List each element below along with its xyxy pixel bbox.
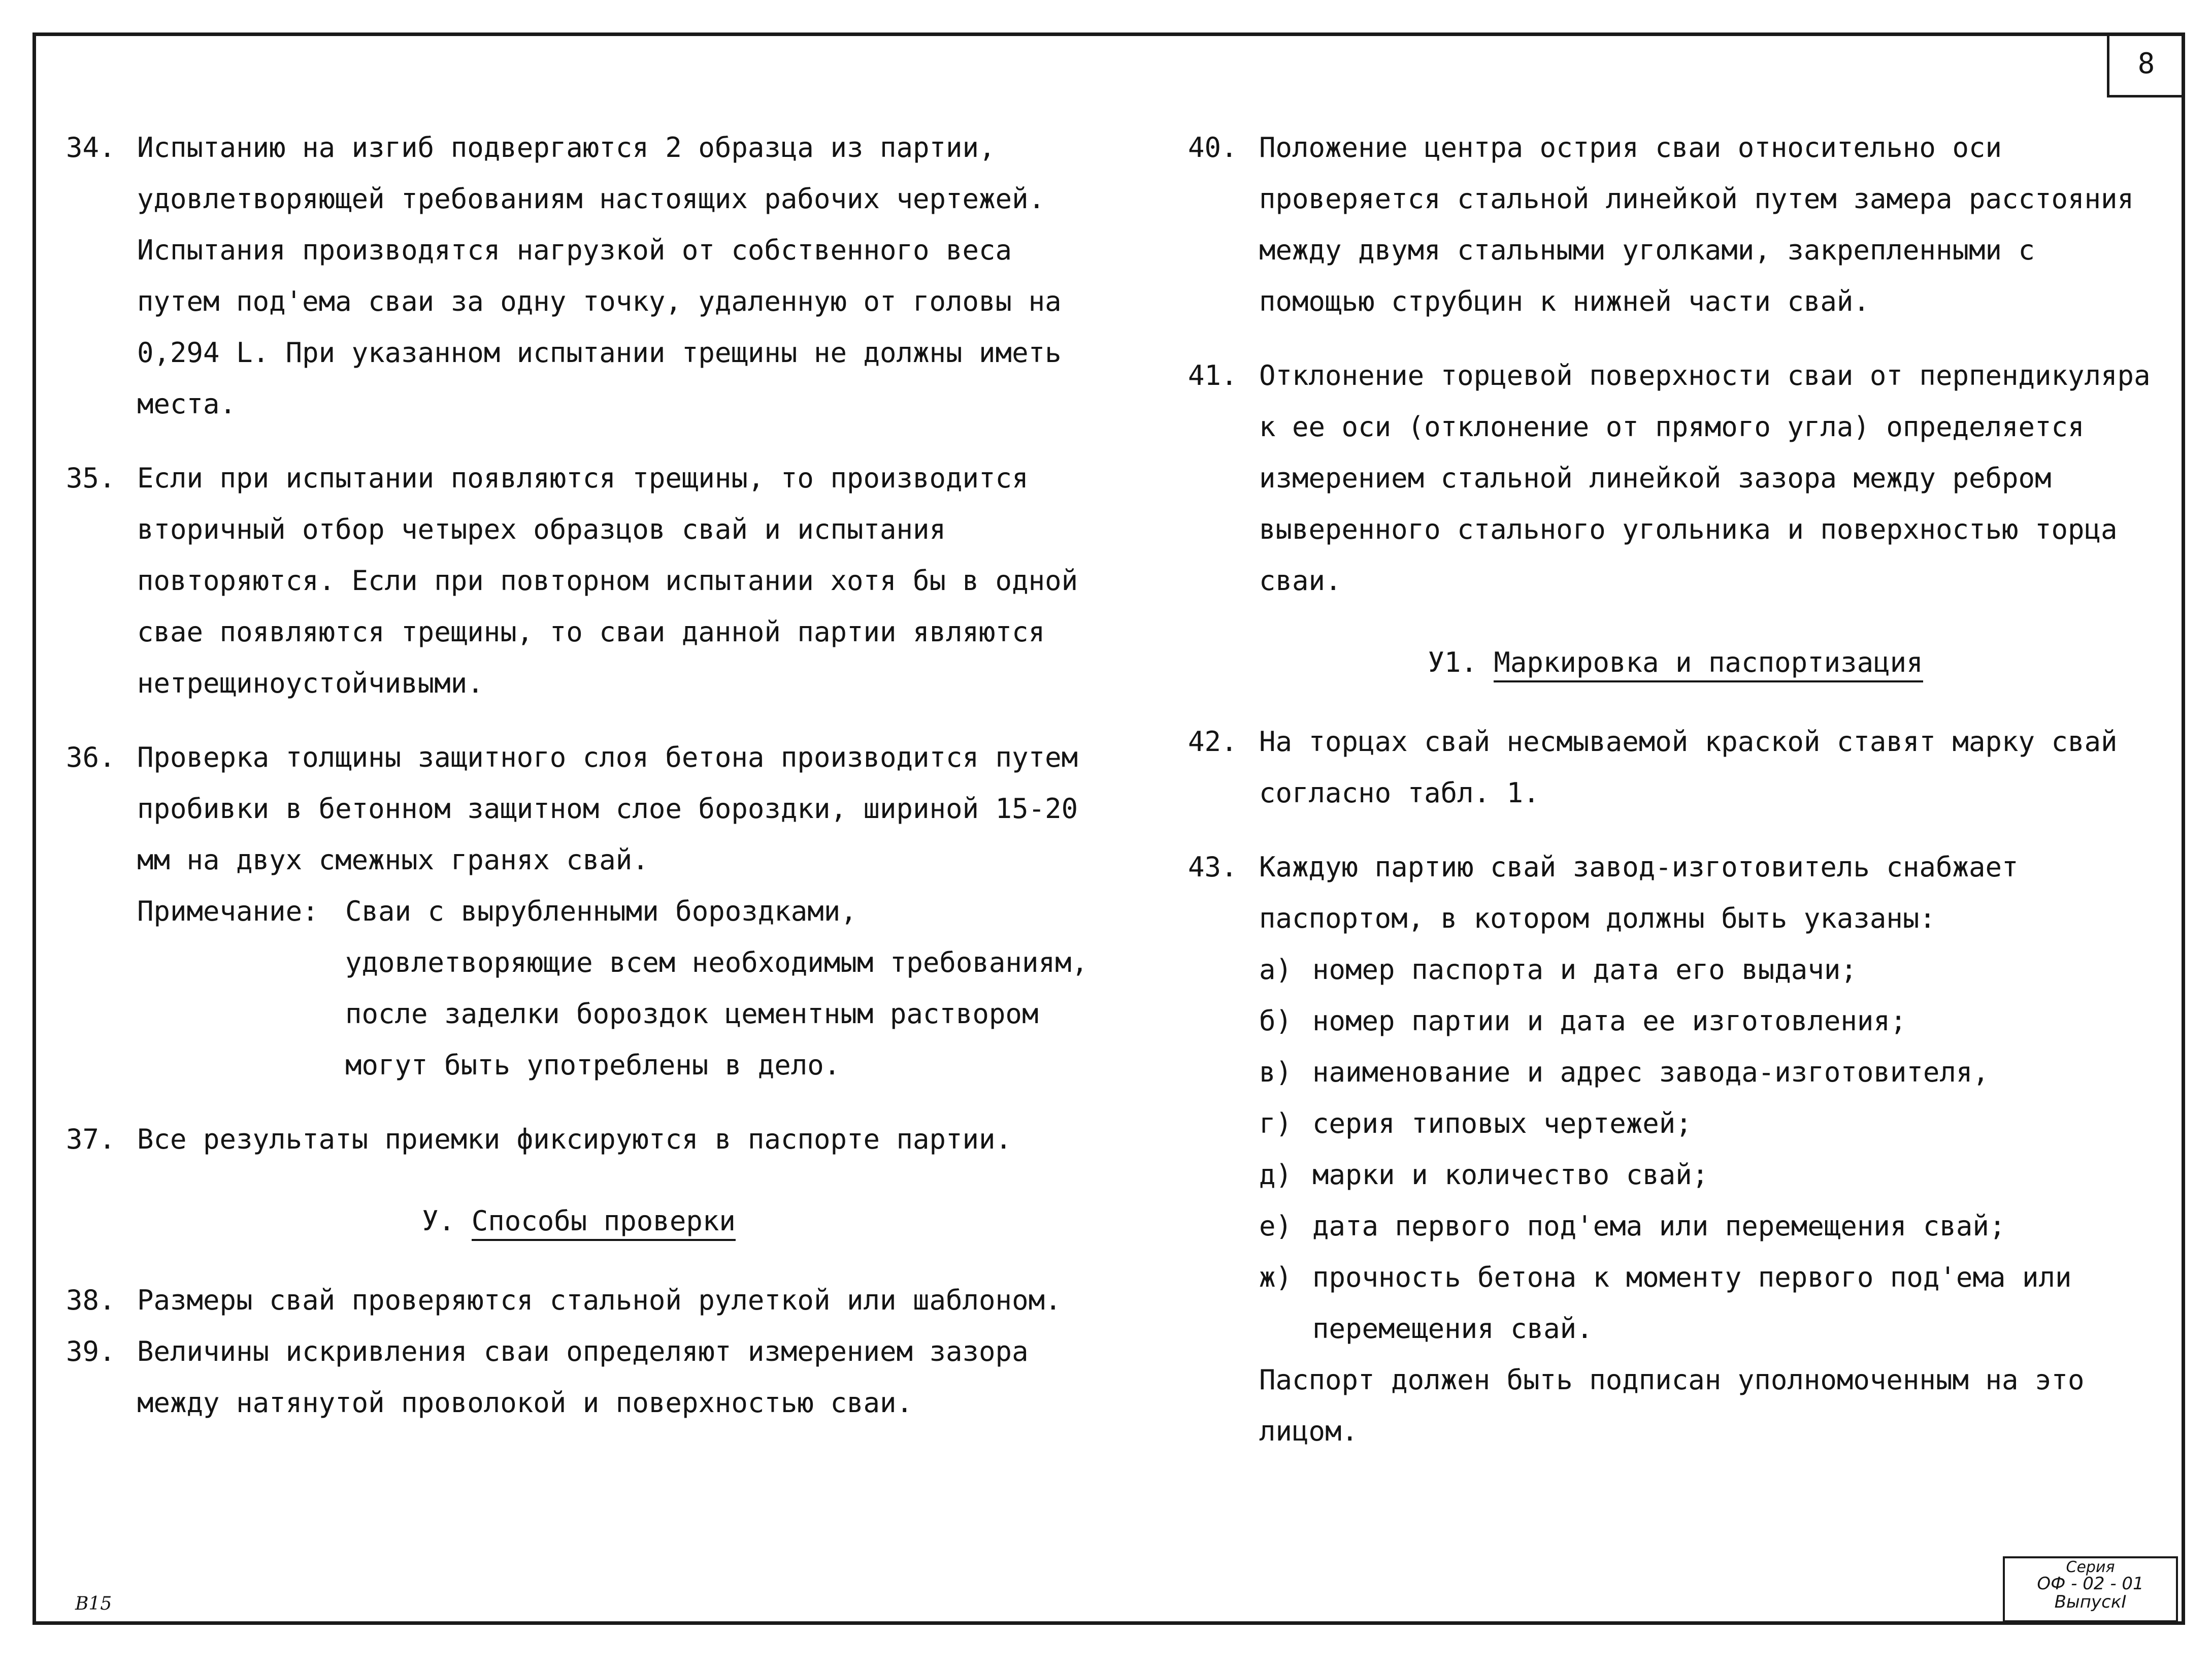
page-number <box>2107 32 2183 97</box>
list-item <box>1259 944 2163 995</box>
clause-43 <box>1188 841 2163 1354</box>
section-title: Способы проверки <box>472 1205 736 1241</box>
clause-text: Если при испытании появляются трещины, то производится вторичный отбор четырех образцов свай и испытания повторяются. Если при повторном испытании хотя бы в одной свае появляются трещины, то сваи данной партии являются нетрещиноустойчивыми. <box>137 462 1078 699</box>
list-text: наименование и адрес завода-изготовителя, <box>1312 1056 1989 1088</box>
list-text: номер паспорта и дата его выдачи; <box>1312 954 1857 986</box>
clause-number: 35. <box>66 462 116 494</box>
list-letter: в) <box>1259 1056 1293 1088</box>
clause-number: 38. <box>66 1284 116 1316</box>
clause-number: 39. <box>66 1335 116 1367</box>
section-number: У1. <box>1428 646 1477 678</box>
clause-39 <box>66 1326 1092 1428</box>
clause-42 <box>1188 716 2163 819</box>
list-letter: ж) <box>1259 1261 1293 1293</box>
list-letter: а) <box>1259 954 1293 986</box>
list-text: номер партии и дата ее изготовления; <box>1312 1005 1907 1037</box>
passport-fields-list <box>1259 944 2163 1354</box>
list-letter: г) <box>1259 1107 1293 1139</box>
clause-35 <box>66 452 1092 709</box>
stamp-label: Серия <box>2066 1558 2115 1576</box>
clause-40 <box>1188 122 2163 327</box>
clause-text: Положение центра острия сваи относительно оси проверяется стальной линейкой путем замера расстояния между двумя стальными уголками, закрепленными с помощью струбцин к нижней части свай. <box>1259 132 2134 317</box>
clause-number: 34. <box>66 132 116 164</box>
clause-text: Испытанию на изгиб подвергаются 2 образца из партии, удовлетворяющей требованиям настоящих рабочих чертежей. Испытания производятся нагрузкой от собственного веса путем под'ема сваи за одну точку, удаленную от головы на 0,294 L. При указанном испытании трещины не должны иметь места. <box>137 132 1062 420</box>
clause-number: 41. <box>1188 359 1238 391</box>
clause-text: Все результаты приемки фиксируются в паспорте партии. <box>137 1123 1012 1155</box>
list-text: серия типовых чертежей; <box>1312 1107 1692 1139</box>
list-item <box>1259 995 2163 1047</box>
clause-text: Каждую партию свай завод-изготовитель снабжает паспортом, в котором должны быть указаны: <box>1259 851 2019 934</box>
list-item <box>1259 1098 2163 1149</box>
list-letter: д) <box>1259 1159 1293 1191</box>
clause-number: 42. <box>1188 726 1238 758</box>
section-heading-vi <box>1188 637 2163 688</box>
corner-mark: В15 <box>75 1593 112 1614</box>
list-letter: б) <box>1259 1005 1293 1037</box>
clause-number: 37. <box>66 1123 116 1155</box>
list-text: прочность бетона к моменту первого под'ема или перемещения свай. <box>1312 1261 2072 1345</box>
clause-38 <box>66 1274 1092 1326</box>
section-heading-v <box>66 1195 1092 1247</box>
section-number: У. <box>422 1205 455 1237</box>
clause-36 <box>66 732 1092 886</box>
note-label: Примечание: <box>137 895 319 927</box>
page-number-text: 8 <box>2137 47 2155 80</box>
list-item <box>1259 1252 2163 1354</box>
clause-36-note <box>66 886 1092 1091</box>
clause-text: Отклонение торцевой поверхности сваи от перпендикуляра к ее оси (отклонение от прямого угла) определяется измерением стальной линейкой зазора между ребром выверенного стального угольника и поверхностью торца сваи. <box>1259 359 2151 597</box>
list-item <box>1259 1047 2163 1098</box>
clause-number: 40. <box>1188 132 1238 164</box>
right-column <box>1188 122 2163 1457</box>
section-title: Маркировка и паспортизация <box>1494 646 1923 682</box>
clause-text: Размеры свай проверяются стальной рулеткой или шаблоном. <box>137 1284 1062 1316</box>
clause-text: Проверка толщины защитного слоя бетона производится путем пробивки в бетонном защитном слое бороздки, шириной 15-20 мм на двух смежных гранях свай. <box>137 741 1078 876</box>
clause-34 <box>66 122 1092 430</box>
clause-41 <box>1188 350 2163 606</box>
clause-text: Величины искривления сваи определяют измерением зазора между натянутой проволокой и поверхностью сваи. <box>137 1335 1029 1419</box>
list-text: дата первого под'ема или перемещения свай; <box>1312 1210 2006 1242</box>
left-column <box>66 122 1092 1451</box>
list-item <box>1259 1149 2163 1200</box>
list-item <box>1259 1200 2163 1252</box>
clause-37 <box>66 1114 1092 1165</box>
list-letter: е) <box>1259 1210 1293 1242</box>
passport-signature-note: Паспорт должен быть подписан уполномоченным на это лицом. <box>1259 1364 2085 1447</box>
list-text: марки и количество свай; <box>1312 1159 1709 1191</box>
clause-number: 36. <box>66 741 116 773</box>
stamp-code: ОФ - 02 - 01 <box>2037 1574 2144 1594</box>
note-text: Сваи с вырубленными бороздками, удовлетворяющие всем необходимым требованиям, после заделки бороздок цементным раствором могут быть употреблены в дело. <box>345 895 1088 1081</box>
stamp-issue: ВыпускI <box>2054 1592 2127 1612</box>
clause-text: На торцах свай несмываемой краской ставят марку свай согласно табл. 1. <box>1259 726 2118 809</box>
series-stamp <box>2003 1556 2178 1622</box>
clause-number: 43. <box>1188 851 1238 883</box>
